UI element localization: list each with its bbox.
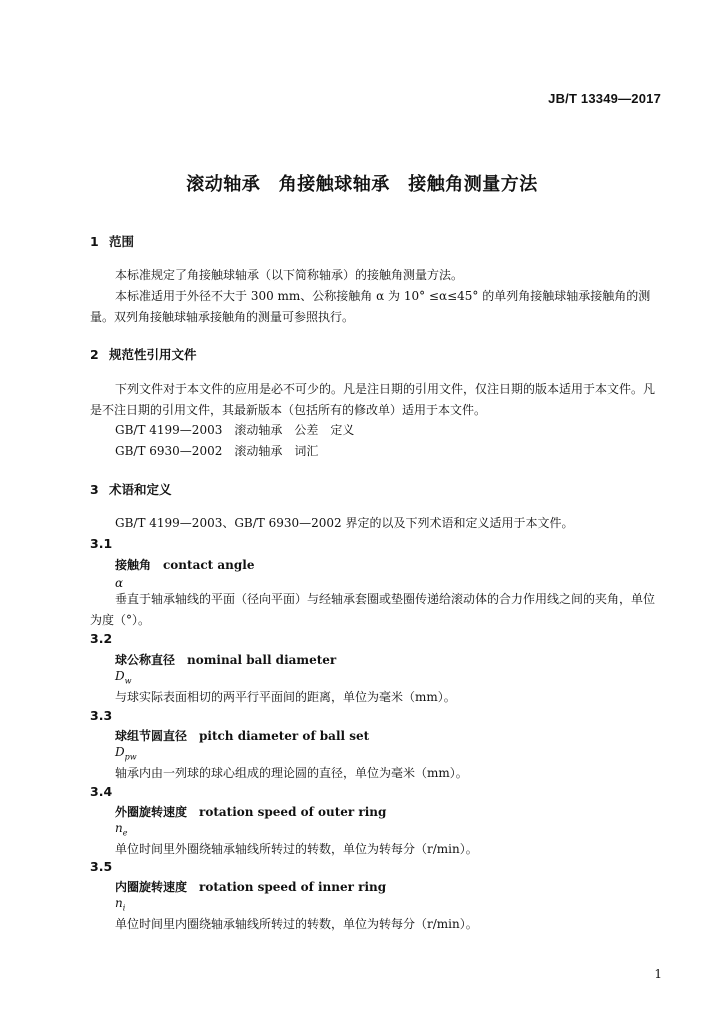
term-symbol: $n_e$ [115,821,128,838]
section-title: 规范性引用文件 [109,347,197,362]
term-symbol: $D_{pw}$ [115,745,137,762]
section-heading-scope [90,232,134,250]
term-title: 球公称直径 nominal ball diameter [115,653,337,667]
term-definition: 垂直于轴承轴线的平面（径向平面）与经轴承套圈或垫圈传递给滚动体的合力作用线之间的夹角，单位为度（°）。 [90,592,656,627]
page-number: 1 [654,967,662,981]
section-number: 2 [90,347,99,362]
section-heading-normative-references [90,345,197,363]
section-title: 术语和定义 [109,482,172,497]
term-definition: 轴承内由一列球的球心组成的理论圆的直径，单位为毫米（mm）。 [115,766,468,780]
reference-item: GB/T 6930—2002 滚动轴承 词汇 [115,444,319,458]
term-number: 3.2 [90,631,113,646]
paragraph: 下列文件对于本文件的应用是必不可少的。凡是注日期的引用文件，仅注日期的版本适用于本文件。凡是不注日期的引用文件，其最新版本（包括所有的修改单）适用于本文件。 [90,382,656,417]
reference-item: GB/T 4199—2003 滚动轴承 公差 定义 [115,423,355,437]
term-number: 3.1 [90,536,113,551]
section-heading-terms [90,480,172,498]
paragraph: GB/T 4199—2003、GB/T 6930—2002 界定的以及下列术语和定义适用于本文件。 [115,516,574,530]
term-number: 3.3 [90,708,113,723]
term-symbol: $n_i$ [115,896,126,913]
term-definition: 与球实际表面相切的两平行平面间的距离，单位为毫米（mm）。 [115,690,456,704]
section-number: 3 [90,482,99,497]
term-definition: 单位时间里外圈绕轴承轴线所转过的转数，单位为转每分（r/min）。 [115,842,478,856]
paragraph: 本标准规定了角接触球轴承（以下简称轴承）的接触角测量方法。 [115,268,464,282]
term-title: 内圈旋转速度 rotation speed of inner ring [115,880,387,894]
paragraph: 本标准适用于外径不大于 300 mm、公称接触角 α 为 10° ≤α≤45° 的单列角接触球轴承接触角的测量。双列角接触球轴承接触角的测量可参照执行。 [90,289,651,324]
term-number: 3.5 [90,859,113,874]
term-title: 接触角 contact angle [115,558,255,572]
section-title: 范围 [109,234,135,249]
term-title: 球组节圆直径 pitch diameter of ball set [115,729,370,743]
term-symbol: $D_w$ [115,669,132,686]
term-symbol: α [115,576,124,590]
standard-number: JB/T 13349—2017 [548,91,661,106]
term-title: 外圈旋转速度 rotation speed of outer ring [115,805,387,819]
term-definition: 单位时间里内圈绕轴承轴线所转过的转数，单位为转每分（r/min）。 [115,917,478,931]
document-title: 滚动轴承 角接触球轴承 接触角测量方法 [186,174,538,195]
term-number: 3.4 [90,784,113,799]
section-number: 1 [90,234,99,249]
